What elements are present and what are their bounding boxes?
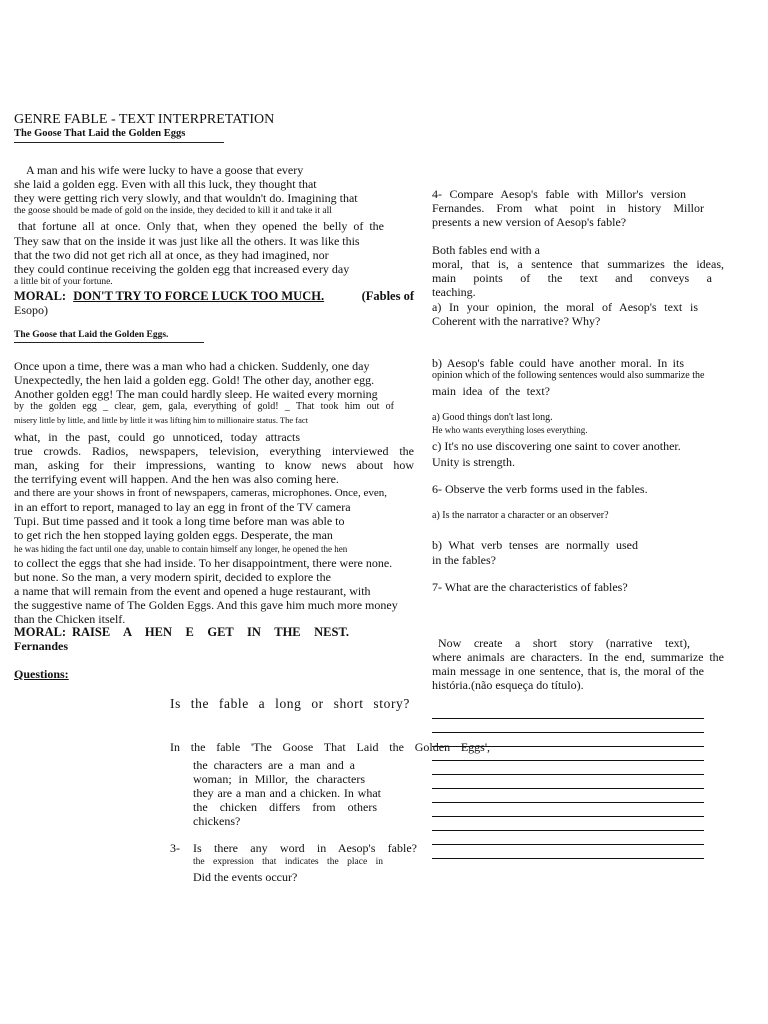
text-line: what, in the past, could go unnoticed, today attracts bbox=[14, 430, 300, 444]
question-6b: b) What verb tenses are normally used bbox=[432, 538, 638, 552]
question-2-line: the chicken differs from others bbox=[193, 800, 377, 814]
question-7: 7- What are the characteristics of fables? bbox=[432, 580, 628, 594]
question-5b-line: main idea of the text? bbox=[432, 384, 550, 398]
task-line: história.(não esqueça do título). bbox=[432, 678, 584, 692]
text-line: Another golden egg! The man could hardly sleep. He waited every morning bbox=[14, 387, 378, 401]
text-line: but none. So the man, a very modern spirit, decided to explore the bbox=[14, 570, 331, 584]
answer-line bbox=[432, 802, 704, 803]
answer-line bbox=[432, 788, 704, 789]
answer-line bbox=[432, 718, 704, 719]
text-line: Tupi. But time passed and it took a long time before man was able to bbox=[14, 514, 345, 528]
question-1: Is the fable a long or short story? bbox=[170, 696, 410, 711]
text-line: the terrifying event will happen. And the hen was also coming here. bbox=[14, 472, 339, 486]
text-line: Unexpectedly, the hen laid a golden egg. Gold! The other day, another egg. bbox=[14, 373, 375, 387]
question-5a-line: Coherent with the narrative? Why? bbox=[432, 314, 601, 328]
questions-heading: Questions: bbox=[14, 667, 69, 681]
moral-source: (Fables of bbox=[361, 289, 414, 303]
question-5a: a) In your opinion, the moral of Aesop's text is bbox=[432, 300, 698, 314]
text-line: and there are your shows in front of newspapers, cameras, microphones. Once, even, bbox=[14, 487, 387, 499]
answer-line bbox=[432, 760, 704, 761]
answer-line bbox=[432, 732, 704, 733]
question-5b: b) Aesop's fable could have another moral. In its bbox=[432, 356, 684, 370]
question-2-line: chickens? bbox=[193, 814, 241, 828]
answer-line bbox=[432, 830, 704, 831]
moral-label: MORAL: bbox=[14, 625, 67, 639]
text-line: they could continue receiving the golden egg that increased every day bbox=[14, 262, 350, 276]
option-d: Unity is strength. bbox=[432, 455, 515, 469]
subtitle-rule bbox=[14, 142, 224, 143]
text-line: the goose should be made of gold on the inside, they decided to kill it and take it all bbox=[14, 206, 332, 216]
text-line: They saw that on the inside it was just like all the others. It was like this bbox=[14, 234, 360, 248]
subtitle2-rule bbox=[14, 342, 204, 343]
question-6a: a) Is the narrator a character or an observer? bbox=[432, 510, 609, 521]
task-line: main message in one sentence, that is, the moral of the bbox=[432, 664, 704, 678]
text-line: in an effort to report, managed to lay an egg in front of the TV camera bbox=[14, 500, 351, 514]
moral-label: MORAL: bbox=[14, 289, 67, 303]
option-b: He who wants everything loses everything. bbox=[432, 425, 588, 435]
question-4-line: 4- Compare Aesop's fable with Millor's version bbox=[432, 187, 686, 201]
text-line: than the Chicken itself. bbox=[14, 612, 126, 626]
question-4-line: Fernandes. From what point in history Millor bbox=[432, 201, 704, 215]
question-3-line: Is there any word in Aesop's fable? bbox=[193, 841, 417, 855]
moral-text: DON'T TRY TO FORCE LUCK TOO MUCH. bbox=[73, 289, 325, 303]
question-2-line: the characters are a man and a bbox=[193, 758, 355, 772]
answer-line bbox=[432, 774, 704, 775]
question-5-line: teaching. bbox=[432, 285, 476, 299]
text-line: that the two did not get rich all at once, as they had imagined, nor bbox=[14, 248, 329, 262]
option-c: c) It's no use discovering one saint to cover another. bbox=[432, 439, 681, 453]
question-3-line: Did the events occur? bbox=[193, 870, 298, 884]
text-line: A man and his wife were lucky to have a goose that every bbox=[26, 163, 304, 177]
fable1-moral bbox=[14, 289, 414, 303]
task-line: where animals are characters. In the end, summarize the bbox=[432, 650, 724, 664]
question-5b-line: opinion which of the following sentences would also summarize the bbox=[432, 370, 705, 381]
page-title: GENRE FABLE - TEXT INTERPRETATION bbox=[14, 112, 275, 127]
answer-line bbox=[432, 844, 704, 845]
text-line: a little bit of your fortune. bbox=[14, 277, 113, 287]
question-2-line: In the fable 'The Goose That Laid the Golden Eggs', bbox=[170, 740, 490, 754]
fable1-subtitle: The Goose That Laid the Golden Eggs bbox=[14, 128, 186, 139]
text-line: that fortune all at once. Only that, when they opened the belly of the bbox=[18, 219, 384, 233]
text-line: man, asking for their impressions, wanting to know news about how bbox=[14, 458, 414, 472]
fable2-moral bbox=[14, 625, 349, 639]
task-line: Now create a short story (narrative text), bbox=[438, 636, 690, 650]
answer-line bbox=[432, 746, 704, 747]
text-line: the suggestive name of The Golden Eggs. And this gave him much more money bbox=[14, 598, 398, 612]
question-3-line: the expression that indicates the place in bbox=[193, 857, 383, 867]
question-2-line: they are a man and a chicken. In what bbox=[193, 786, 381, 800]
text-line: true crowds. Radios, newspapers, television, everything interviewed the bbox=[14, 444, 414, 458]
text-line: Once upon a time, there was a man who had a chicken. Suddenly, one day bbox=[14, 359, 370, 373]
question-5-line: moral, that is, a sentence that summarizes the ideas, bbox=[432, 257, 724, 271]
answer-line bbox=[432, 816, 704, 817]
fable2-subtitle: The Goose that Laid the Golden Eggs. bbox=[14, 330, 169, 340]
text-line: a name that will remain from the event and opened a huge restaurant, with bbox=[14, 584, 371, 598]
answer-line bbox=[432, 858, 704, 859]
question-2-line: woman; in Millor, the characters bbox=[193, 772, 365, 786]
question-6b-line: in the fables? bbox=[432, 553, 496, 567]
question-6: 6- Observe the verb forms used in the fables. bbox=[432, 482, 648, 496]
moral-text: RAISE A HEN E GET IN THE NEST. bbox=[72, 625, 349, 639]
question-5-line: main points of the text and conveys a bbox=[432, 271, 712, 285]
text-line: they were getting rich very slowly, and that wouldn't do. Imagining that bbox=[14, 191, 358, 205]
moral-source: Fernandes bbox=[14, 639, 68, 653]
moral-source-cont: Esopo) bbox=[14, 303, 48, 317]
text-line: to get rich the hen stopped laying golden eggs. Desperate, the man bbox=[14, 528, 333, 542]
text-line: by the golden egg _ clear, gem, gala, everything of gold! _ That took him out of bbox=[14, 401, 394, 412]
text-line: to collect the eggs that she had inside. To her disappointment, there were none. bbox=[14, 556, 393, 570]
question-5-line: Both fables end with a bbox=[432, 243, 540, 257]
question-3-number: 3- bbox=[170, 841, 180, 855]
question-4-line: presents a new version of Aesop's fable? bbox=[432, 215, 627, 229]
text-line: misery little by little, and little by little it was lifting him to millionaire status. The fact bbox=[14, 415, 308, 425]
text-line: she laid a golden egg. Even with all this luck, they thought that bbox=[14, 177, 317, 191]
option-a: a) Good things don't last long. bbox=[432, 412, 553, 423]
text-line: he was hiding the fact until one day, unable to contain himself any longer, he opened the hen bbox=[14, 544, 348, 554]
